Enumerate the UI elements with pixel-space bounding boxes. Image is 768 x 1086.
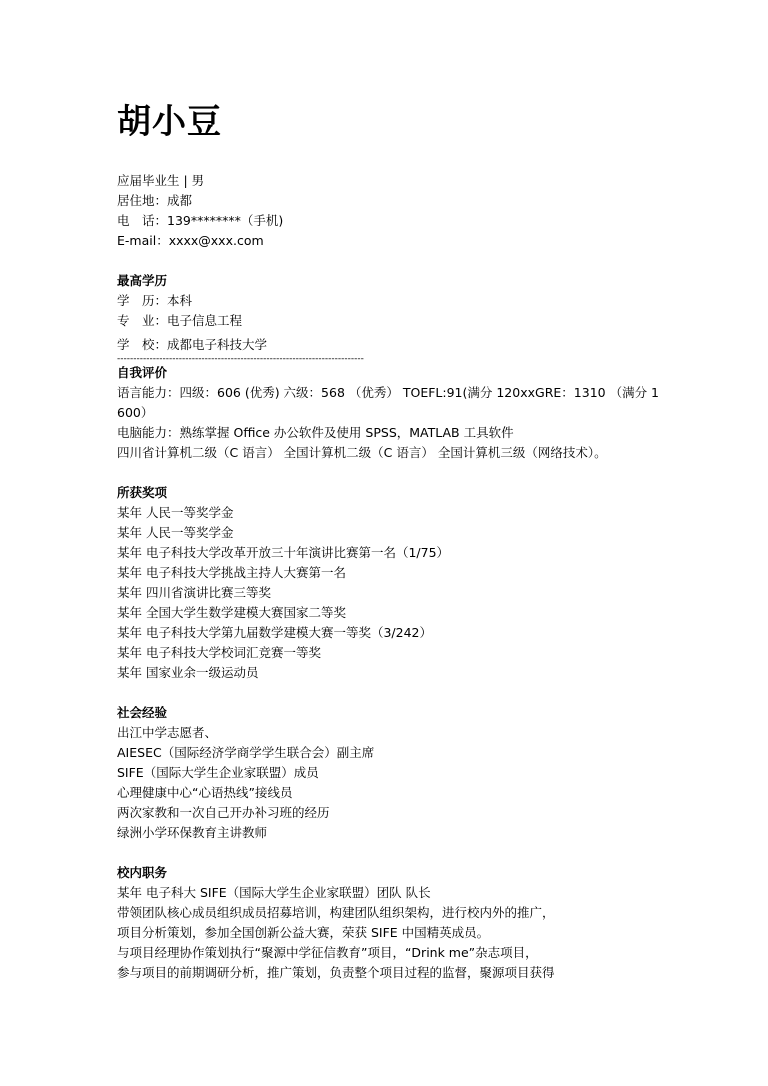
award-item: 某年 电子科技大学校词汇竞赛一等奖 [117,645,321,660]
self-evaluation-section [117,363,662,463]
award-item: 某年 人民一等奖学金 [117,505,234,520]
education-major: 专 业：电子信息工程 [117,313,243,328]
social-experience-title: 社会经验 [117,705,168,720]
education-school: 学 校：成都电子科技大学 [117,337,268,352]
social-experience-item: 出江中学志愿者、 [117,725,218,740]
campus-positions-section [117,863,662,983]
education-section [117,271,662,363]
campus-position-item: 某年 电子科大 SIFE（国际大学生企业家联盟）团队 队长 [117,885,431,900]
candidate-name: 胡小豆 [117,102,222,142]
section-divider: ---------------------------------------------------------------------------- [117,355,364,363]
campus-position-item: 与项目经理协作策划执行“聚源中学征信教育”项目，“Drink me”杂志项目， [117,945,538,960]
social-experience-item: 绿洲小学环保教育主讲教师 [117,825,268,840]
award-item: 某年 电子科技大学挑战主持人大赛第一名 [117,565,346,580]
award-item: 某年 电子科技大学改革开放三十年演讲比赛第一名（1/75） [117,545,450,560]
social-experience-item: 心理健康中心“心语热线”接线员 [117,785,293,800]
self-evaluation-certificates: 四川省计算机二级（C 语言） 全国计算机二级（C 语言） 全国计算机三级（网络技术）。 [117,445,607,460]
self-evaluation-computer: 电脑能力：熟练掌握 Office 办公软件及使用 SPSS，MATLAB 工具软件 [117,425,514,440]
social-experience-section [117,703,662,843]
awards-title: 所获奖项 [117,485,168,500]
campus-position-item: 带领团队核心成员组织成员招募培训，构建团队组织架构，进行校内外的推广， [117,905,555,920]
award-item: 某年 国家业余一级运动员 [117,665,259,680]
award-item: 某年 电子科技大学第九届数学建模大赛一等奖（3/242） [117,625,432,640]
basic-info-location: 居住地：成都 [117,193,193,208]
education-title: 最高学历 [117,273,168,288]
basic-info-status: 应届毕业生 | 男 [117,173,205,188]
self-evaluation-language: 语言能力：四级：606 (优秀) 六级：568 （优秀） TOEFL:91(满分 120xxGRE：1310 （满分 1600） [117,385,659,420]
awards-section [117,483,662,683]
basic-info-phone: 电 话：139********（手机) [117,213,284,228]
campus-position-item: 项目分析策划，参加全国创新公益大赛，荣获 SIFE 中国精英成员。 [117,925,490,940]
social-experience-item: 两次家教和一次自己开办补习班的经历 [117,805,330,820]
campus-positions-title: 校内职务 [117,865,168,880]
campus-position-item: 参与项目的前期调研分析，推广策划，负责整个项目过程的监督，聚源项目获得 [117,965,555,980]
basic-info [117,171,662,251]
award-item: 某年 四川省演讲比赛三等奖 [117,585,271,600]
education-degree: 学 历：本科 [117,293,193,308]
social-experience-item: AIESEC（国际经济学商学学生联合会）副主席 [117,745,375,760]
award-item: 某年 全国大学生数学建模大赛国家二等奖 [117,605,346,620]
resume-content [117,100,662,983]
basic-info-email: E-mail：xxxx@xxx.com [117,233,264,248]
award-item: 某年 人民一等奖学金 [117,525,234,540]
social-experience-item: SIFE（国际大学生企业家联盟）成员 [117,765,319,780]
self-evaluation-title: 自我评价 [117,365,168,380]
